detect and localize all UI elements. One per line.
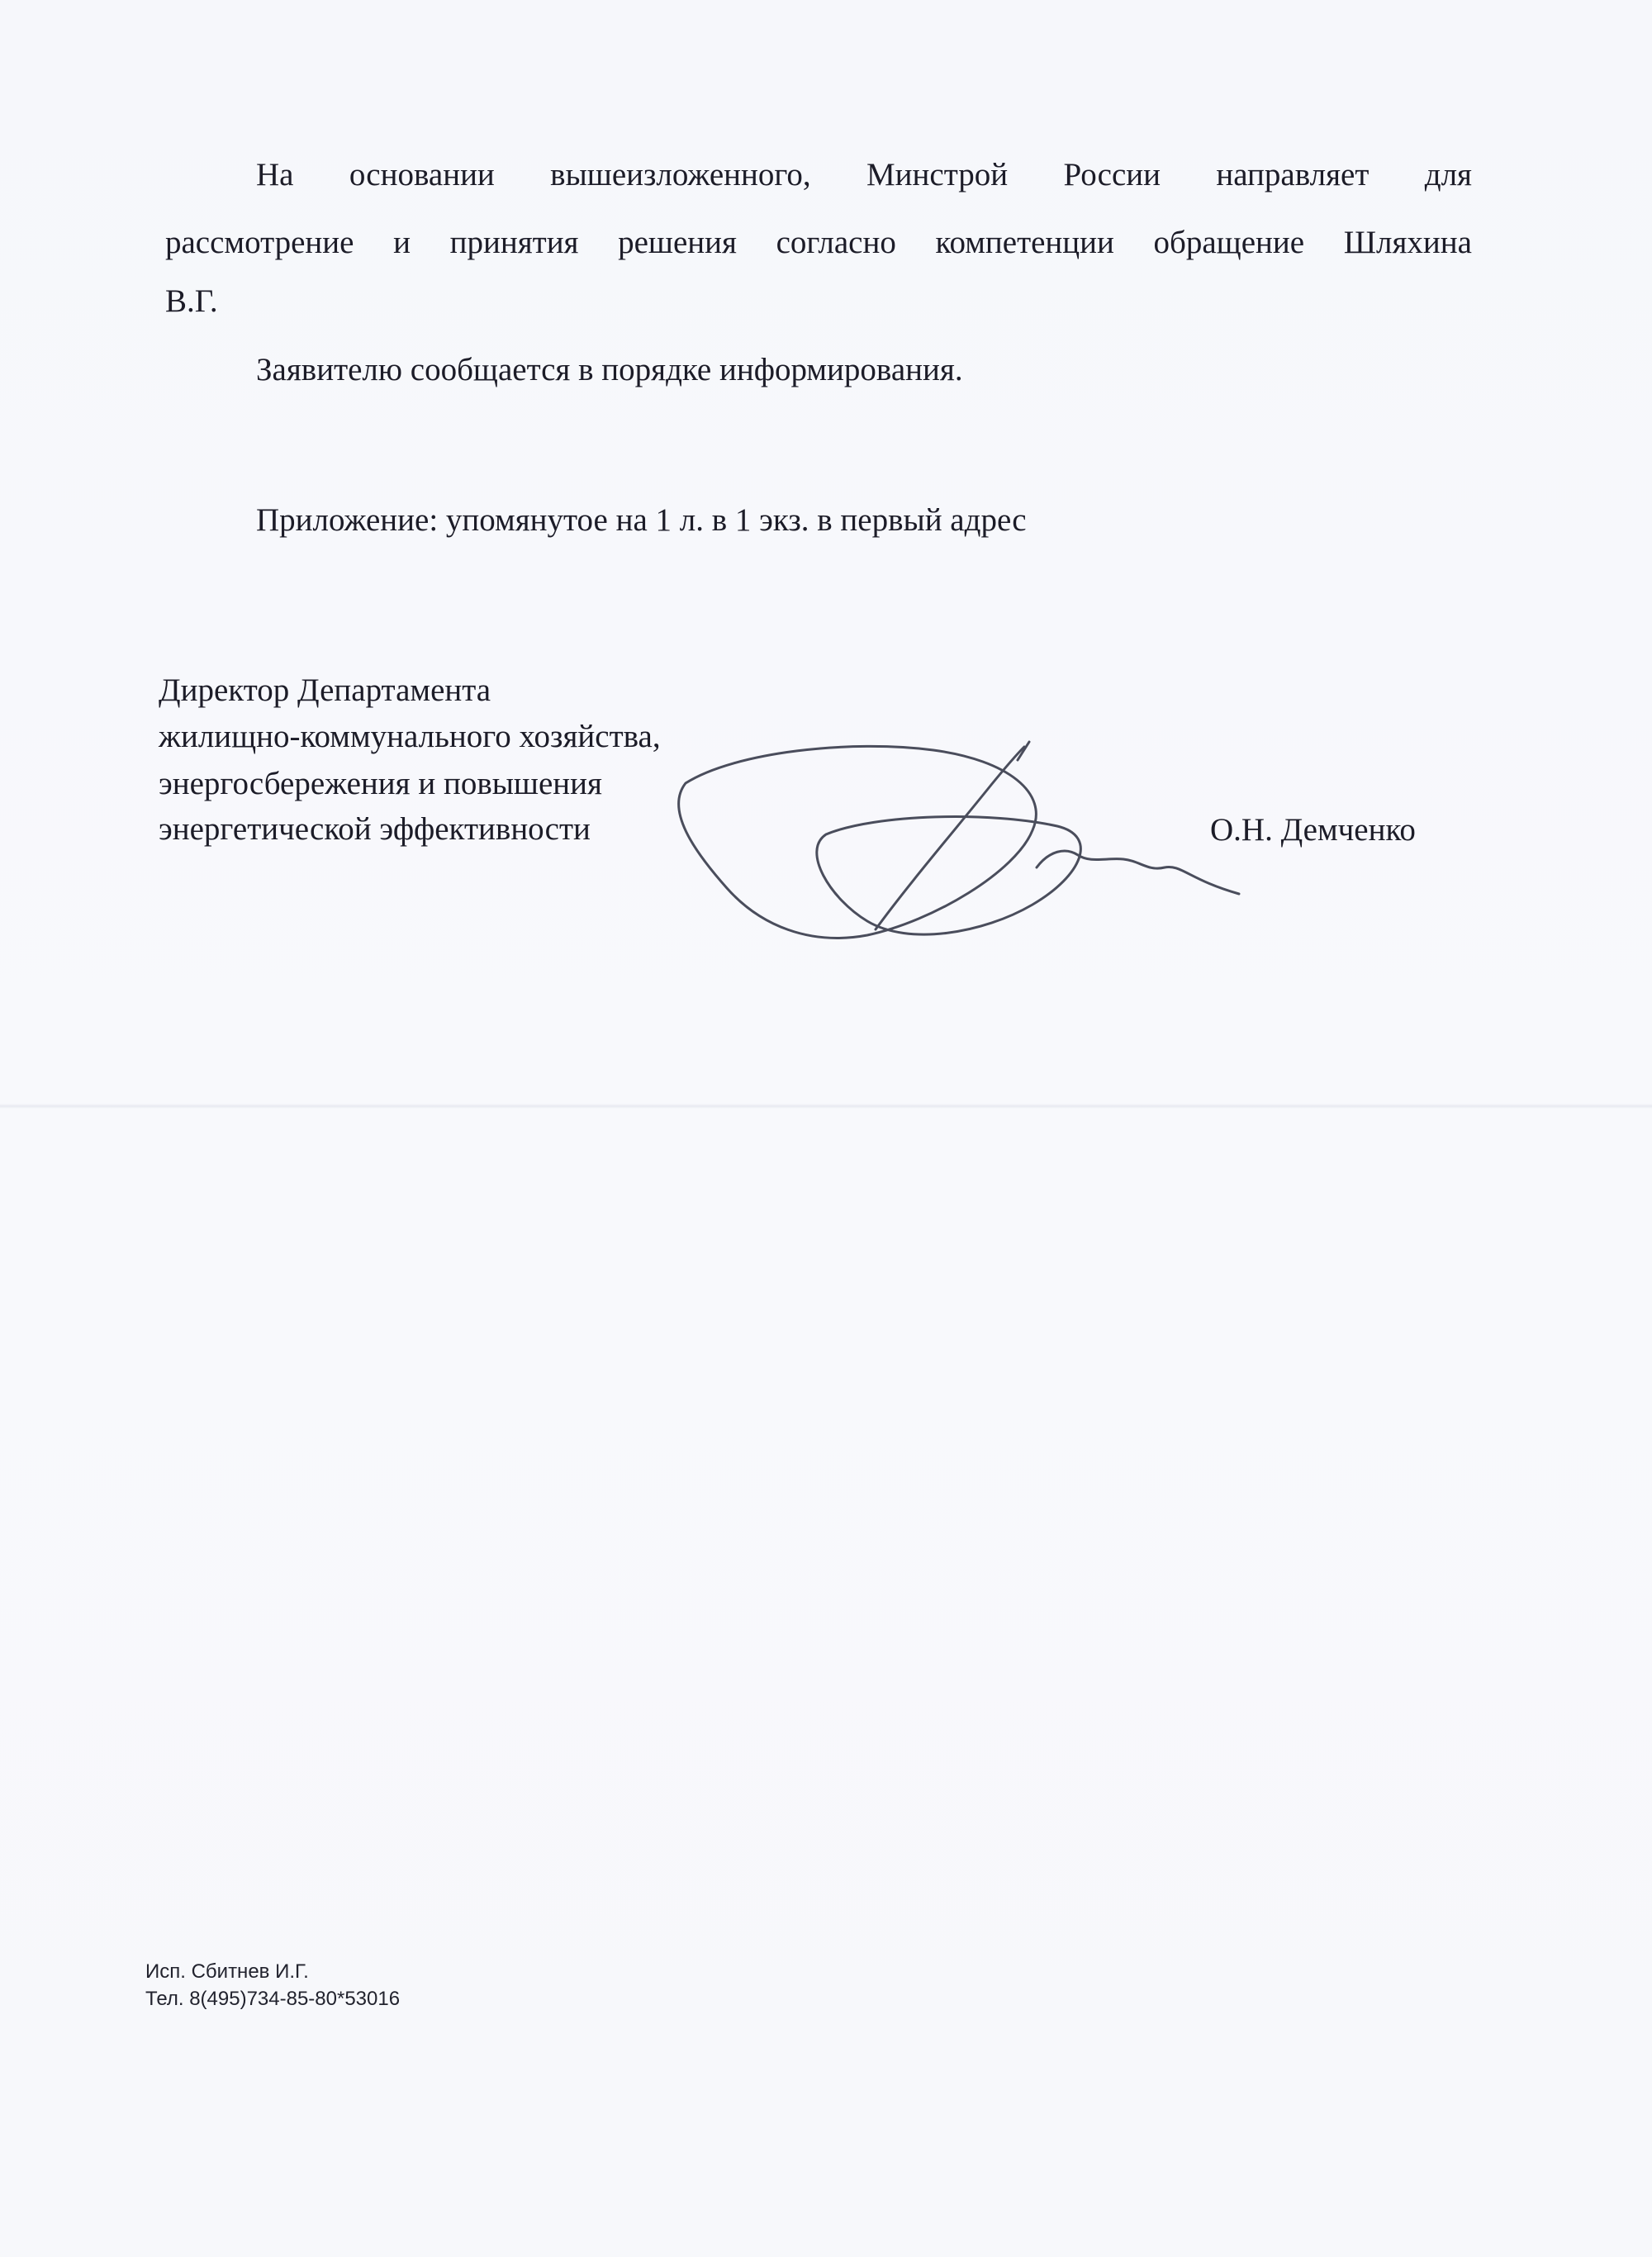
handwritten-signature: [661, 735, 1256, 950]
paragraph-1-line-1: На основании вышеизложенного, Минстрой России направляет для: [256, 157, 1472, 192]
paragraph-1-line-2: рассмотрение и принятия решения согласно компетенции обращение Шляхина: [165, 225, 1472, 260]
paragraph-1-line-3: В.Г.: [165, 283, 218, 319]
attachment-note: Приложение: упомянутое на 1 л. в 1 экз. в первый адрес: [256, 502, 1027, 538]
paragraph-2: Заявителю сообщается в порядке информирования.: [256, 352, 963, 387]
executor-name: Исп. Сбитнев И.Г.: [145, 1960, 309, 1983]
executor-phone: Тел. 8(495)734-85-80*53016: [145, 1988, 401, 2010]
position-line-4: энергетической эффективности: [159, 811, 591, 847]
position-line-1: Директор Департамента: [159, 672, 491, 708]
position-line-3: энергосбережения и повышения: [159, 766, 602, 801]
paper-fold-line: [0, 1104, 1652, 1109]
position-line-2: жилищно-коммунального хозяйства,: [159, 719, 661, 754]
signer-name: О.Н. Демченко: [1210, 812, 1416, 848]
